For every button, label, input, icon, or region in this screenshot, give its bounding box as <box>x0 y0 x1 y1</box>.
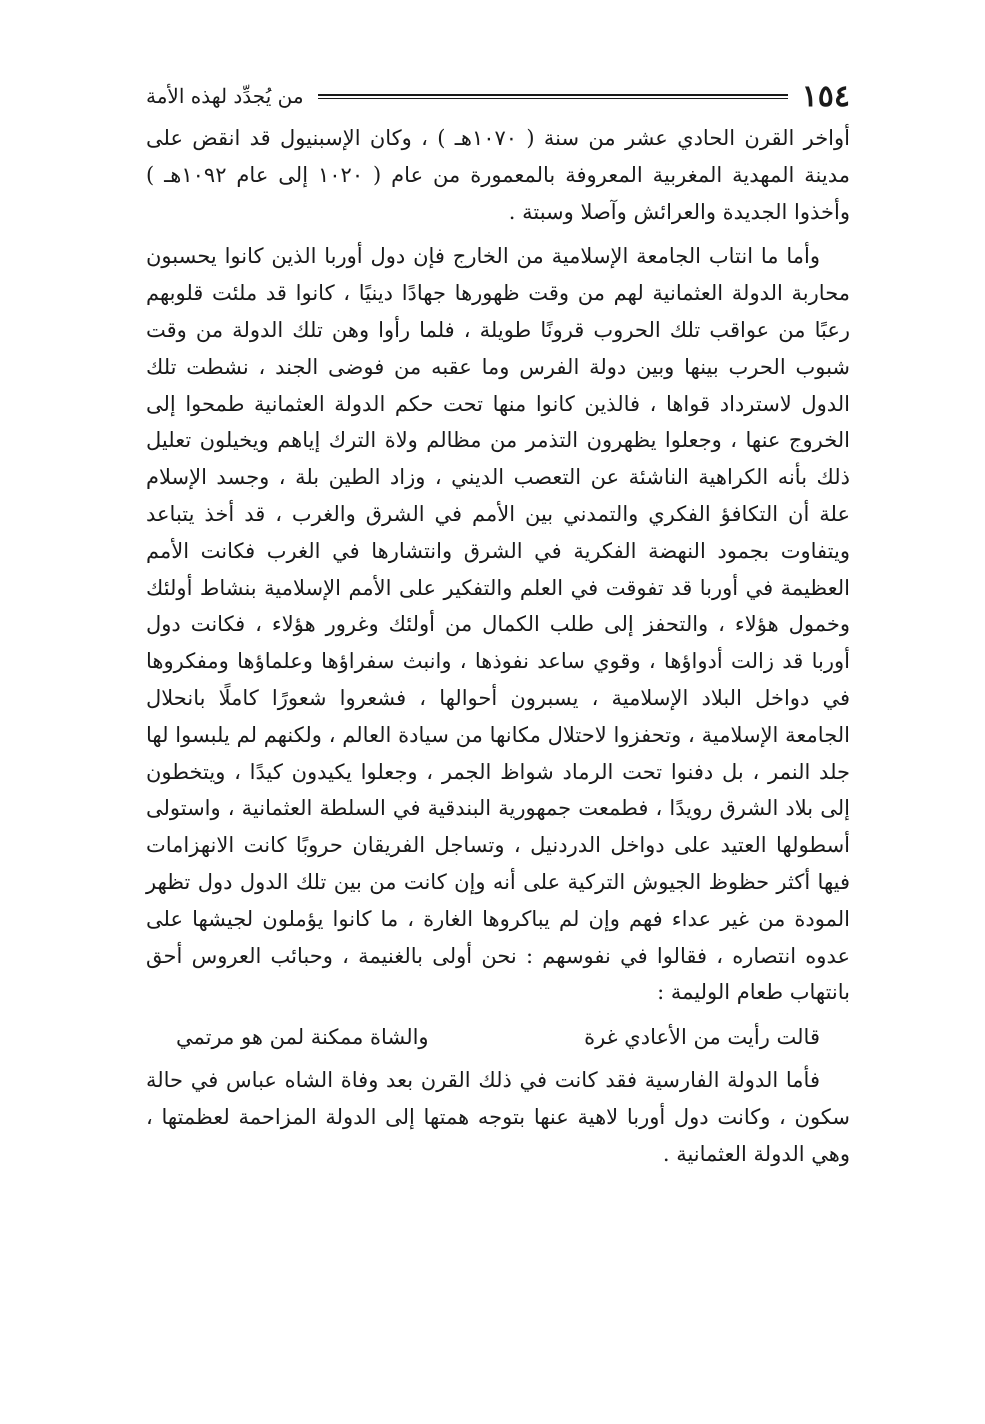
paragraph-2: وأما ما انتاب الجامعة الإسلامية من الخارج فإن دول أوربا الذين كانوا يحسبون محاربة الدولة العثمانية لهم من وقت ظهورها جهادًا دينيًا ، كانوا قد ملئت قلوبهم رعبًا من عواقب تلك الحروب قرونًا طويلة ، فلما رأوا وهن تلك الدولة من وقت شبوب الحرب بينها وبين دولة الفرس وما عقبه من فوضى الجند ، نشطت تلك الدول لاسترداد قواها ، فالذين كانوا منها تحت حكم الدولة العثمانية طمحوا إلى الخروج عنها ، وجعلوا يظهرون التذمر من مظالم ولاة الترك إياهم ويخيلون تعليل ذلك بأنه الكراهية الناشئة عن التعصب الديني ، وزاد الطين بلة ، وجسد الإسلام علة أن التكافؤ الفكري والتمدني بين الأمم في الشرق والغرب ، قد أخذ يتباعد ويتفاوت بجمود النهضة الفكرية في الشرق وانتشارها في الغرب فكانت الأمم العظيمة في أوربا قد تفوقت في العلم والتفكير على الأمم الإسلامية بنشاط أولئك وخمول هؤلاء ، والتحفز إلى طلب الكمال من أولئك وغرور هؤلاء ، فكانت دول أوربا قد زالت أدواؤها ، وقوي ساعد نفوذها ، وانبث سفراؤها وعلماؤها ومفكروها في دواخل البلاد الإسلامية ، يسبرون أحوالها ، فشعروا شعورًا كاملًا بانحلال الجامعة الإسلامية ، وتحفزوا لاحتلال مكانها من سيادة العالم ، ولكنهم لم يلبسوا لها جلد النمر ، بل دفنوا تحت الرماد شواظ الجمر ، وجعلوا يكيدون كيدًا ، ويتخطون إلى بلاد الشرق رويدًا ، فطمعت جمهورية البندقية في السلطة العثمانية ، واستولى أسطولها العتيد على دواخل الدردنيل ، وتساجل الفريقان حروبًا كانت الانهزامات فيها أكثر حظوظ الجيوش التركية على أنه وإن كانت من بين تلك الدول دول تظهر المودة من غير عداء فهم وإن لم يباكروها الغارة ، ما كانوا يؤملون لجيشها على عدوه انتصاره ، فقالوا في نفوسهم : نحن أولى بالغنيمة ، وحبائب العروس أحق بانتهاب طعام الوليمة : <box>146 244 850 1005</box>
paragraph-3: فأما الدولة الفارسية فقد كانت في ذلك القرن بعد وفاة الشاه عباس في حالة سكون ، وكانت دول أوربا لاهية عنها بتوجه همتها إلى الدولة المزاحمة لعظمتها ، وهي الدولة العثمانية . <box>146 1067 850 1166</box>
page-header <box>146 76 850 116</box>
verse-second-hemistich: والشاة ممكنة لمن هو مرتمي <box>176 1025 429 1050</box>
verse-first-hemistich: قالت رأيت من الأعادي غرة <box>584 1025 820 1050</box>
page-number: ١٥٤ <box>801 78 850 114</box>
running-title: من يُجدِّد لهذه الأمة <box>146 84 304 108</box>
body-text <box>146 120 850 1180</box>
paragraph-1: أواخر القرن الحادي عشر من سنة ( ١٠٧٠هـ ) ، وكان الإسبنيول قد انقض على مدينة المهدية المغربية المعروفة بالمعمورة من عام ( ١٠٢٠ إلى عام ١٠٩٢هـ ) وأخذوا الجديدة والعرائش وآصلا وسبتة . <box>146 126 850 224</box>
header-rule <box>318 94 788 99</box>
verse-line <box>146 1019 850 1056</box>
